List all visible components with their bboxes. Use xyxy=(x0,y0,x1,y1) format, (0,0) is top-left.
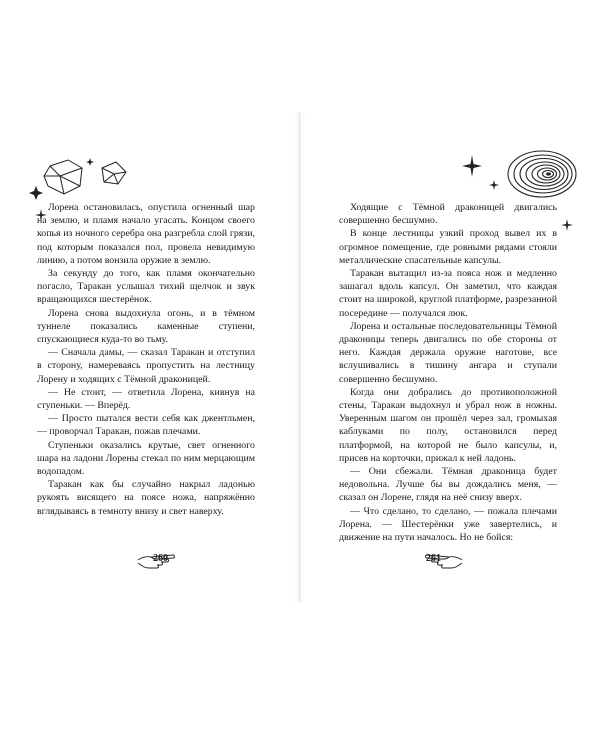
right-page-text xyxy=(339,201,557,544)
paragraph: Таракан как бы случайно накрыл ладонью рукоять висящего на поясе ножа, напряжённо вглядываясь в темноту внизу и свет наверху. xyxy=(37,479,255,517)
page-number: 261 xyxy=(426,553,441,564)
paragraph: Лорена и остальные последовательницы Тёмной драконицы теперь двигались по обе стороны от него. Каждая держала оружие наготове, все вслушивались в тишину ангара и ступали совершенно бесшумно. xyxy=(339,320,557,385)
paragraph: Лорена остановилась, опустила огненный шар на землю, и пламя начало угасать. Концом своего копья из ночного серебра она разгребла слой грязи, под которым показался пол, провела невидимую линию, а потом вонзила оружие в землю. xyxy=(37,202,255,266)
paragraph: За секунду до того, как пламя окончательно погасло, Таракан услышал тихий щелчок и звук вращающихся шестерёнок. xyxy=(37,268,255,306)
page-number: 260 xyxy=(153,553,168,564)
paragraph: — Не стоит, — ответила Лорена, кивнув на ступеньки. — Вперёд. xyxy=(37,386,255,412)
paragraph: Ходящие с Тёмной драконицей двигались совершенно бесшумно. xyxy=(339,202,557,227)
paragraph: — Они сбежали. Тёмная драконица будет недовольна. Лучше бы вы дождались меня, — сказал он Лорене, глядя на неё снизу вверх. xyxy=(339,466,557,504)
left-page-folio xyxy=(137,548,187,570)
spiral-galaxy-icon xyxy=(505,148,579,200)
paragraph: — Просто пытался вести себя как джентльмен, — проворчал Таракан, пожав плечами. xyxy=(37,413,255,438)
sparkle-icon xyxy=(489,180,499,190)
sparkle-icon xyxy=(561,219,573,231)
paragraph: В конце лестницы узкий проход вывел их в огромное помещение, где ровными рядами стояли металлические спасательные капсулы. xyxy=(339,228,557,266)
paragraph: Лорена снова выдохнула огонь, и в тёмном туннеле показались каменные ступени, спускающиеся куда-то во тьму. xyxy=(37,307,255,346)
paragraph: Таракан вытащил из-за пояса нож и медленно зашагал вдоль капсул. Он заметил, что каждая стоит на широкой, круглой платформе, разрезанной посередине — получался люк. xyxy=(339,268,557,319)
crystals-ornament-icon xyxy=(28,150,138,208)
paragraph: — Сначала дамы, — сказал Таракан и отступил в сторону, намереваясь пропустить на лестницу Лорену и ходящих с Тёмной драконицей. xyxy=(37,347,255,385)
paragraph: — Что сделано, то сделано, — пожала плечами Лорена. — Шестерёнки уже завертелись, и движение на пути началось. Но не бойся: xyxy=(339,505,557,544)
paragraph: Ступеньки оказались крутые, свет огненного шара на ладони Лорены стекал по ним мерцающим водопадом. xyxy=(37,439,255,478)
paragraph: Когда они добрались до противоположной стены, Таракан выдохнул и убрал нож в ножны. Уверенным шагом он прошёл через зал, громыхая каблуками по полу, остановился перед платформой, на которой не было капсулы, и, присев на корточки, прижал к ней ладонь. xyxy=(339,386,557,464)
sparkle-icon xyxy=(462,155,482,177)
right-page-folio xyxy=(413,548,463,570)
left-page-text xyxy=(37,201,255,518)
